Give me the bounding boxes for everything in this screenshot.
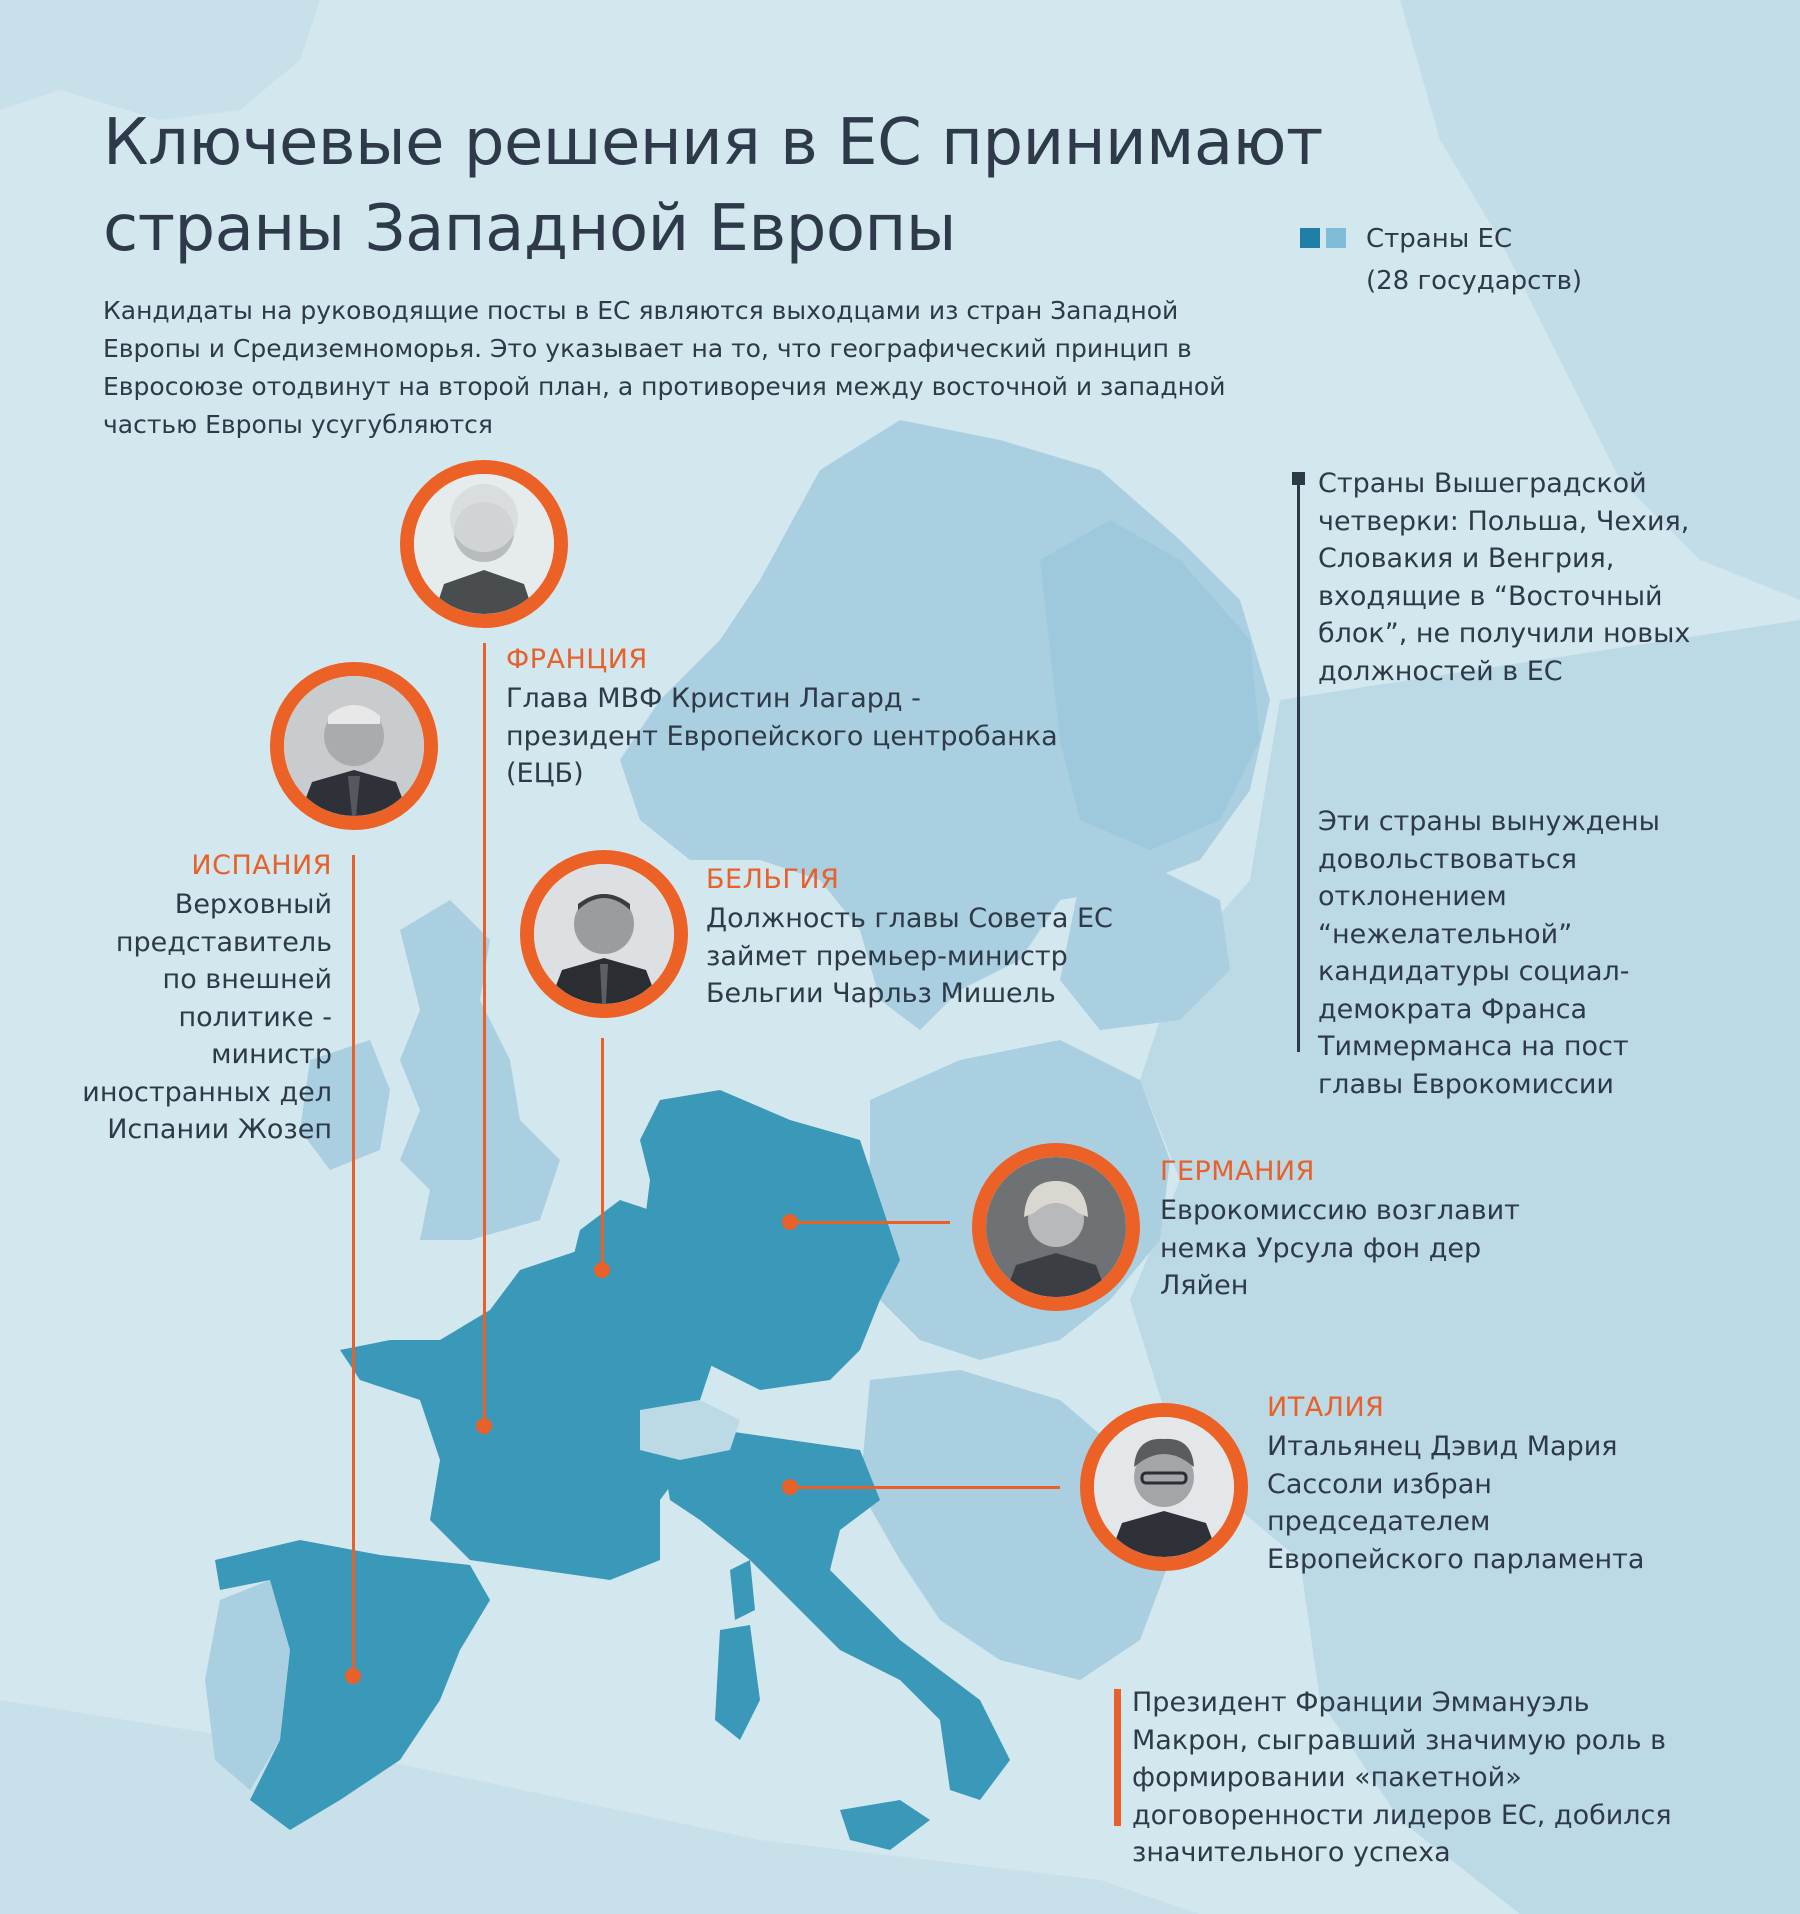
label-spain: ИСПАНИЯ <box>191 850 332 881</box>
label-germany: ГЕРМАНИЯ <box>1160 1156 1315 1187</box>
label-france: ФРАНЦИЯ <box>506 644 648 675</box>
italy-dot <box>782 1479 798 1495</box>
portrait-lagarde <box>400 460 568 628</box>
visegrad-note-1: Страны Вышеградской четверки: Польша, Чехия, Словакия и Венгрия, входящие в “Восточный блок”, не получили новых должностей в ЕС <box>1318 468 1691 687</box>
germany-connector <box>790 1221 950 1224</box>
legend-swatch-dark <box>1300 228 1320 248</box>
portrait-von-der-leyen <box>972 1143 1140 1311</box>
desc-belgium: Должность главы Совета ЕС займет премьер-министр Бельгии Чарльз Мишель <box>706 903 1113 1009</box>
legend-label: Страны ЕС <box>1366 224 1513 254</box>
portrait-borrell <box>270 662 438 830</box>
germany-dot <box>782 1214 798 1230</box>
desc-france: Глава МВФ Кристин Лагард - президент Европейского центробанка (ЕЦБ) <box>506 683 1058 789</box>
france-connector <box>483 643 486 1425</box>
desc-germany: Еврокомиссию возглавит немка Урсула фон дер Ляйен <box>1160 1195 1520 1301</box>
label-belgium: БЕЛЬГИЯ <box>706 864 840 895</box>
belgium-connector <box>601 1038 604 1270</box>
page-subtitle: Кандидаты на руководящие посты в ЕС являются выходцами из стран Западной Европы и Средиземноморья. Это указывает на то, что географический принцип в Евросоюзе отодвинут на второй план, а противоречия между восточной и западной частью Европы усугубляются <box>103 296 1226 439</box>
macron-note-bar <box>1114 1689 1121 1826</box>
desc-spain: Верховный представитель по внешней политике - министр иностранных дел Испании Жозеп <box>82 889 332 1145</box>
france-dot <box>476 1418 492 1434</box>
visegrad-note-2: Эти страны вынуждены довольствоваться отклонением “нежелательной” кандидатуры социал-демократа Франса Тиммерманса на пост главы Еврокомиссии <box>1318 806 1660 1100</box>
belgium-dot <box>594 1262 610 1278</box>
legend-count: (28 государств) <box>1366 266 1583 296</box>
macron-note: Президент Франции Эммануэль Макрон, сыгравший значимую роль в формировании «пакетной» договоренности лидеров ЕС, добился значительного успеха <box>1132 1687 1672 1868</box>
legend-swatch-light <box>1326 228 1346 248</box>
italy-connector <box>790 1486 1060 1489</box>
desc-italy: Итальянец Дэвид Мария Сассоли избран председателем Европейского парламента <box>1267 1431 1645 1575</box>
label-italy: ИТАЛИЯ <box>1267 1392 1385 1423</box>
page-title: Ключевые решения в ЕС принимают страны Западной Европы <box>103 106 1323 266</box>
visegrad-line <box>1297 477 1300 1052</box>
spain-dot <box>345 1668 361 1684</box>
portrait-sassoli <box>1080 1403 1248 1571</box>
portrait-michel <box>520 850 688 1018</box>
spain-connector <box>352 855 355 1675</box>
